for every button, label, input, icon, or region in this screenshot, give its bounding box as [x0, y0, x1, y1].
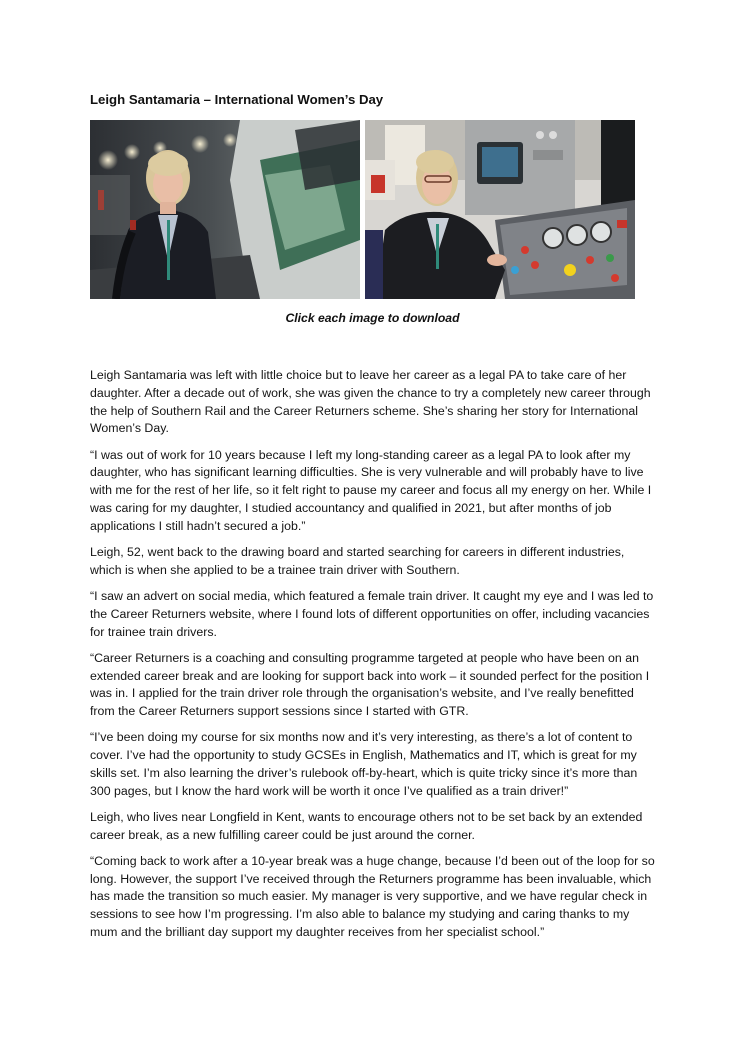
photo-platform-download-link[interactable]: [90, 120, 360, 299]
paragraph: “Career Returners is a coaching and consulting programme targeted at people who have been on an extended career break and are looking for support back into work – it sounded perfect for the position I was in. I applied for the train driver role through the organisation’s website, and I’ve really benefitted from the Career Returners support sessions since I started with GTR.: [90, 650, 650, 719]
image-caption: Click each image to download: [285, 311, 460, 325]
photo-platform-image: [90, 120, 360, 299]
article-body: [90, 367, 658, 950]
paragraph: “Coming back to work after a 10-year break was a huge change, because I’d been out of the loop for so long. However, the support I’ve received through the Returners programme has been invaluable, which has made the transition so much easier. My manager is very supportive, and we have regular check in sessions to see how I’m progressing. I’m also able to balance my studying and caring thanks to my mum and the brilliant day support my daughter receives from her specialist school.”: [90, 853, 655, 940]
paragraph: “I’ve been doing my course for six months now and it’s very interesting, as there’s a lot of content to cover. I’ve had the opportunity to study GCSEs in English, Mathematics and IT, which is great for my skills set. I’m also learning the driver’s rulebook off-by-heart, which is quite tricky since it’s more than 300 pages, but I know the hard work will be worth it once I’ve qualified as a train driver!”: [90, 730, 638, 798]
paragraph: Leigh Santamaria was left with little choice but to leave her career as a legal PA to take care of her daughter. After a decade out of work, she was given the chance to try a completely new career through the help of Southern Rail and the Career Returners scheme. She’s sharing her story for International Women’s Day.: [90, 368, 651, 436]
paragraph: Leigh, 52, went back to the drawing board and started searching for careers in different industries, which is when she applied to be a trainee train driver with Southern.: [90, 544, 625, 577]
photo-cab-image: [365, 120, 635, 299]
paragraph: “I was out of work for 10 years because I left my long-standing career as a legal PA to look after my daughter, who has significant learning difficulties. She is very vulnerable and will probably have to live with me for the rest of her life, so it felt right to pause my career and focus all my energy on her. While I was caring for my daughter, I studied accountancy and qualified in 2021, but after months of job applications I still hadn’t secured a job.”: [90, 447, 652, 533]
paragraph: Leigh, who lives near Longfield in Kent, wants to encourage others not to be set back by an extended career break, as a new fulfilling career could be just around the corner.: [90, 809, 643, 842]
page-title: Leigh Santamaria – International Women’s Day: [90, 92, 384, 107]
paragraph: “I saw an advert on social media, which featured a female train driver. It caught my eye and I was led to the Career Returners website, where I found lots of different opportunities on offer, including vacancies for trainee train drivers.: [90, 588, 654, 639]
photo-cab-download-link[interactable]: [365, 120, 635, 299]
